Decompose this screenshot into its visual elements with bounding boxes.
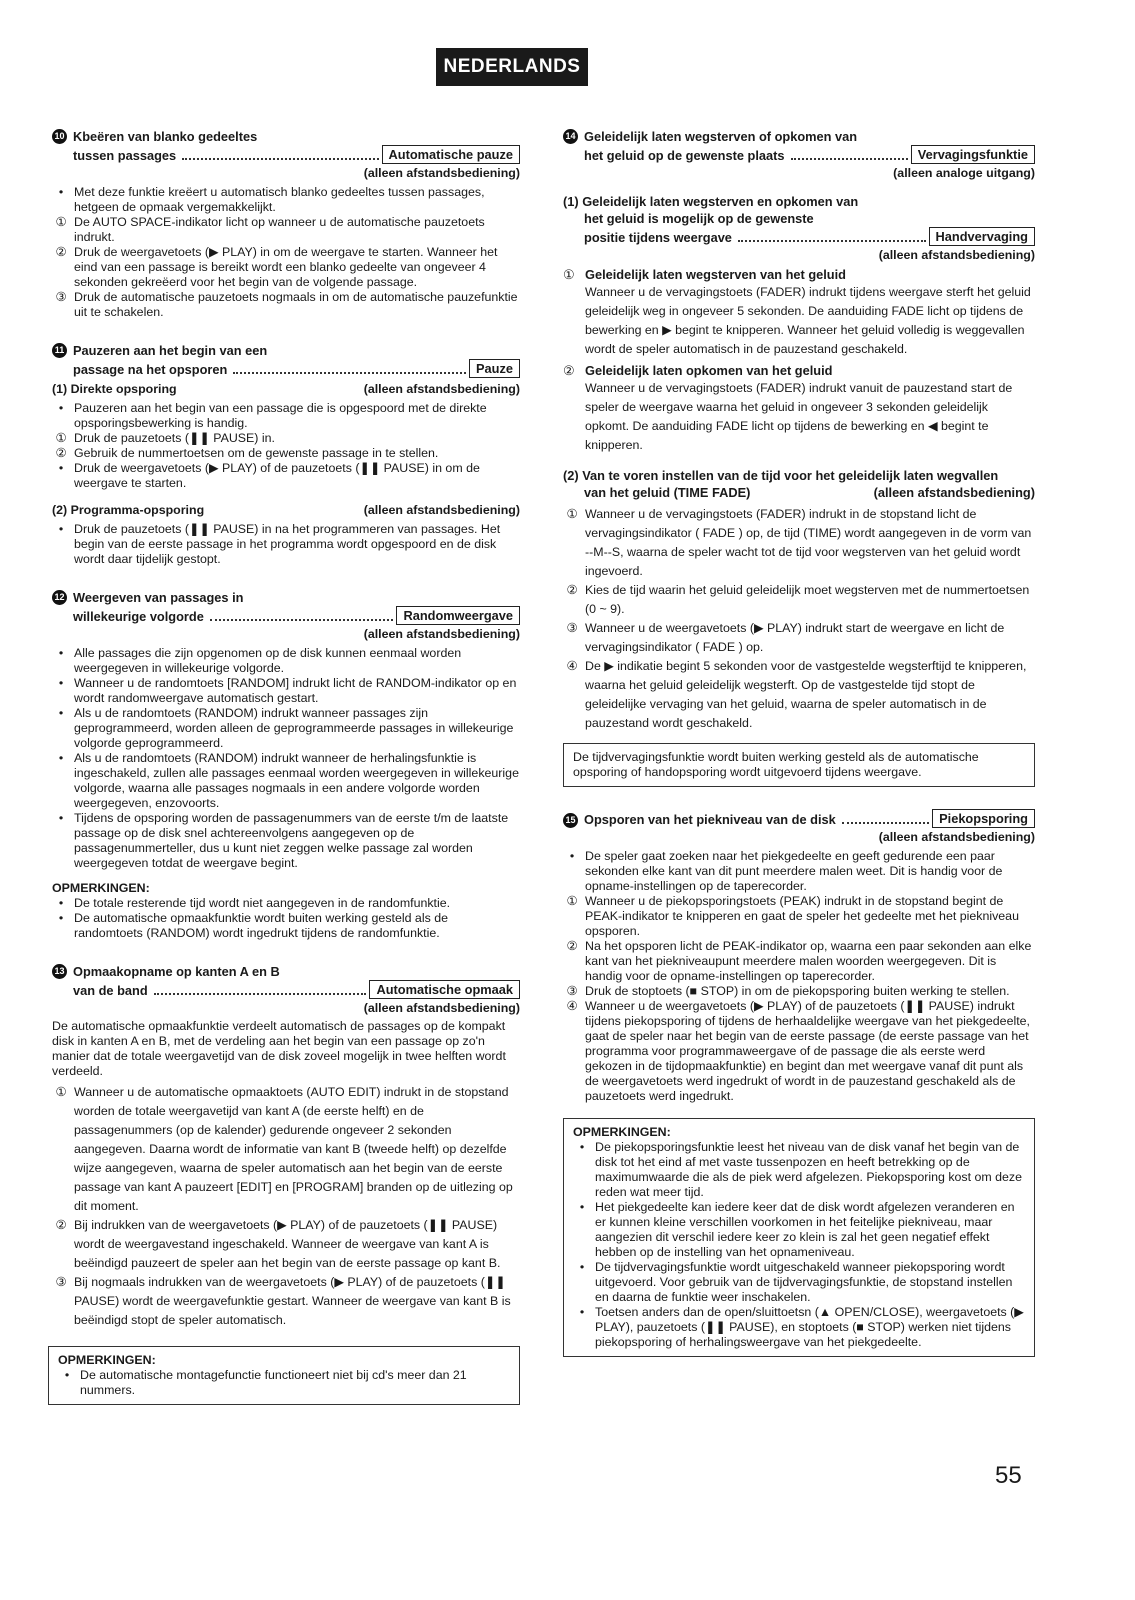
list-marker: ② (55, 245, 67, 259)
remote-only-label: (alleen afstandsbediening) (363, 166, 520, 180)
list-item (52, 676, 520, 706)
title-line-2-row (52, 980, 520, 999)
subsection-title: (2) Van te voren instellen van de tijd voor het geleidelijk laten wegvallen (563, 468, 999, 483)
bullet-list (52, 185, 520, 320)
list-text: Druk de pauzetoets (❚❚ PAUSE) in. (74, 431, 275, 445)
list-text: Druk de weergavetoets (▶ PLAY) in om de weergave te starten. Wanneer het eind van een passage is bereikt wordt een blanko gedeelte van ongeveer 4 sekonden gekreëerd voor het begin van de volgende passage. (74, 245, 498, 289)
list-item (52, 1273, 520, 1330)
list-text: De ▶ indikatie begint 5 sekonden voor de vastgestelde wegsterftijd te knipperen, waarna het geluid geleidelijk wegsterft. Op de vastgestelde tijd stopt de geleidelijke vervaging van het geluid, waarna de speler automatisch in de pauzestand wordt geschakeld. (585, 659, 1027, 730)
list-item (573, 1305, 1025, 1350)
section-number-badge: 12 (52, 590, 67, 605)
remote-only-label: (alleen afstandsbediening) (363, 627, 520, 641)
section-random-play (52, 589, 520, 941)
list-marker: • (58, 896, 64, 910)
bullet-list (52, 522, 520, 567)
list-marker: • (58, 706, 64, 720)
list-item (52, 431, 520, 446)
section-number-badge: 11 (52, 343, 67, 358)
list-item (563, 939, 1035, 984)
list-text: De piekopsporingsfunktie leest het niveau van de disk vanaf het begin van de disk tot het eind af met vaste tussenpozen en heeft betrekking op de maximumwaarde die als de piek werd afgelezen. Piekopsporing kost om deze reden wat meer tijd. (595, 1140, 1023, 1199)
remote-only-label: (alleen afstandsbediening) (878, 248, 1035, 262)
list-text: Het piekgedeelte kan iedere keer dat de disk wordt afgelezen veranderen en er kunnen kleine verschillen voorkomen in het feitelijke piekniveau, maar aangezien dit verschil iedere keer zo klein is zal het geen negatief effekt hebben op de instelling van het opnameniveau. (595, 1200, 1015, 1259)
leader-dots (233, 372, 466, 374)
notes-list (58, 1368, 510, 1398)
list-text: Kies de tijd waarin het geluid geleidelijk moet wegsterven met de nummertoetsen (0 ~ 9). (585, 583, 1030, 616)
section-auto-edit (52, 963, 520, 1405)
subsection-title-line-1 (563, 467, 1035, 484)
list-item (58, 1368, 510, 1398)
list-item (52, 911, 520, 941)
subsection-title-line-2 (563, 484, 1035, 501)
section-pause-at-start (52, 342, 520, 567)
title-line-1: Weergeven van passages in (73, 590, 244, 605)
bullet-list (52, 401, 520, 491)
title-line-2: passage na het opsporen (73, 362, 228, 377)
list-text: Bij nogmaals indrukken van de weergavetoets (▶ PLAY) of de pauzetoets (❚❚ PAUSE) wordt de weergavefunktie gestart. Wanneer de weergave van kant B is beëindigd stopt de speler automatisch. (74, 1275, 511, 1327)
list-item (563, 505, 1035, 581)
function-tag: Handvervaging (929, 227, 1035, 246)
list-item (52, 446, 520, 461)
bullet-list (52, 646, 520, 871)
section-number-badge: 14 (563, 129, 578, 144)
list-marker: • (58, 522, 64, 536)
title-line-2: tussen passages (73, 148, 177, 163)
subsection-title: het geluid is mogelijk op de gewenste (584, 211, 814, 226)
step-paragraph: Wanneer u de vervagingstoets (FADER) indrukt vanuit de pauzestand start de speler de weergave waarna het geluid in ongeveer 3 sekonden geleidelijk opkomt. De aanduiding FADE licht op tijdens de bewerking en ◀ begint te knipperen. (585, 381, 1013, 452)
language-tab: NEDERLANDS (436, 48, 588, 86)
list-item (563, 894, 1035, 939)
list-item (563, 619, 1035, 657)
list-item (52, 646, 520, 676)
notes-heading: OPMERKINGEN: (52, 881, 150, 895)
list-text: Wanneer u de automatische opmaaktoets (AUTO EDIT) indrukt in de stopstand worden de totale weergavetijd van kant A (de eerste helft) en de passagenummers (op de kalender) gedurende ongeveer 2 sekonden aangegeven. Daarna wordt de informatie van kant B (tweede helft) op dezelfde wijze aangegeven, waarna de speler automatisch aan het begin van de eerste passage van kant A pauzeert [EDIT] en [PROGRAM] branden op de uitlezing op dit moment. (74, 1085, 513, 1213)
section-peak-search (563, 809, 1035, 1357)
list-text: Toetsen anders dan de open/sluittoetsn (▲ OPEN/CLOSE), weergavetoets (▶ PLAY), pauzetoets (❚❚ PAUSE), en stoptoets (■ STOP) werken niet tijdens piekopsporing of herhalingsweergave van het piekgedeelte. (595, 1305, 1024, 1349)
step-title: Geleidelijk laten opkomen van het geluid (585, 363, 833, 378)
function-tag: Automatische opmaak (369, 980, 520, 999)
list-item (52, 811, 520, 871)
list-marker: • (58, 185, 64, 199)
section-title (52, 589, 520, 606)
page-number: 55 (995, 1462, 1022, 1489)
subsection-heading (52, 382, 520, 397)
list-item (52, 215, 520, 245)
list-item (573, 1140, 1025, 1200)
notes-list (52, 896, 520, 941)
list-item (52, 522, 520, 567)
list-text: Druk de pauzetoets (❚❚ PAUSE) in na het programmeren van passages. Het begin van de eerste passage in het programma wordt opgespoord en de disk wordt daar tijdelijk gestopt. (74, 522, 501, 566)
list-item (52, 461, 520, 491)
list-item (563, 581, 1035, 619)
list-text: Wanneer u de piekopsporingstoets (PEAK) indrukt in de stopstand begint de PEAK-indikator te knipperen en gaat de speler het gedeelte met het piekniveau opsporen. (585, 894, 1019, 938)
step-heading (563, 266, 1035, 283)
list-item (563, 657, 1035, 733)
list-item (573, 1200, 1025, 1260)
intro-paragraph: De automatische opmaakfunktie verdeelt automatisch de passages op de kompakt disk in kanten A en B, met de verdeling aan het begin van een passage op zo'n manier dat de totale weergavetijd van de disk zoveel mogelijk in twee helften wordt verdeeld. (52, 1019, 506, 1078)
list-marker: ③ (55, 1275, 67, 1289)
list-marker: • (579, 1305, 585, 1319)
list-marker: ③ (566, 984, 578, 998)
step-list (563, 849, 1035, 1104)
list-text: Als u de randomtoets (RANDOM) indrukt wanneer passages zijn geprogrammeerd, worden alleen de geprogrammeerde passages in willekeurige volgorde geprogrammeerd. (74, 706, 514, 750)
notes-list (573, 1140, 1025, 1350)
list-text: De tijdvervagingsfunktie wordt uitgeschakeld wanneer piekopsporing wordt uitgevoerd. Voor gebruik van de tijdvervagingsfunktie, de stopstand instellen en daarna de funktie weer inschakelen. (595, 1260, 1013, 1304)
list-marker: • (58, 646, 64, 660)
list-marker: • (579, 1200, 585, 1214)
subsection-title: positie tijdens weergave (584, 230, 732, 245)
list-marker: • (58, 676, 64, 690)
list-marker: ① (55, 431, 67, 445)
list-item (563, 849, 1035, 894)
step-heading (563, 362, 1035, 379)
subsection-heading (52, 503, 520, 518)
list-marker: ① (566, 507, 578, 521)
leader-dots (154, 993, 367, 995)
title-line-1: Geleidelijk laten wegsterven of opkomen van (584, 129, 858, 144)
list-text: Alle passages die zijn opgenomen op de disk kunnen eenmaal worden weergegeven in willekeurige volgorde. (74, 646, 462, 675)
list-text: De AUTO SPACE-indikator licht op wanneer u de automatische pauzetoets indrukt. (74, 215, 485, 244)
list-marker: ① (55, 1085, 67, 1099)
list-text: Tijdens de opsporing worden de passagenummers van de eerste t/m de laatste passage op de disk snel achtereenvolgens aangegeven op de passagenummerteller, dus u kunt niet zeggen welke passage zal worden weergegeven totdat de weergave begint. (74, 811, 509, 870)
list-text: Wanneer u de weergavetoets (▶ PLAY) of de pauzetoets (❚❚ PAUSE) indrukt tijdens piekopsporing of tijdens de herhaaldelijke weergave van het piekgedeelte, gaat de speler naar het begin van de eerste passage (de eerste passage van het programma voor programmaweergave of de passage die als eerste werd gekozen in de tijdopmaakfunktie) en begint dan met weergave vanaf dit punt als de weergavetoets werd ingedrukt of wordt in de pauzestand geschakeld als de pauzetoets werd ingedrukt. (585, 999, 1030, 1103)
list-text: Druk de weergavetoets (▶ PLAY) of de pauzetoets (❚❚ PAUSE) in om de weergave te starten. (74, 461, 480, 490)
subsection-title: (1) Direkte opsporing (52, 382, 177, 396)
list-marker: ② (566, 939, 578, 953)
list-marker: • (579, 1260, 585, 1274)
list-marker: • (58, 911, 64, 925)
list-item (52, 896, 520, 911)
step-marker: ① (563, 267, 575, 282)
remote-only-label: (alleen afstandsbediening) (363, 1001, 520, 1015)
list-item (573, 1260, 1025, 1305)
list-marker: ② (55, 446, 67, 460)
list-marker: ③ (566, 621, 578, 635)
list-marker: • (58, 751, 64, 765)
title-line-1: Opsporen van het piekniveau van de disk (584, 812, 836, 827)
list-marker: • (579, 1140, 585, 1154)
list-marker: ① (566, 894, 578, 908)
section-title (52, 963, 520, 980)
step-paragraph: Wanneer u de vervagingstoets (FADER) indrukt tijdens weergave sterft het geluid geleidelijk weg in ongeveer 5 sekonden. De aanduiding FADE licht op tijdens de bewerking en ▶ begint te knipperen. Wanneer het geluid volledig is weggevallen wordt de speler automatisch in de pauzestand geschakeld. (585, 285, 1031, 356)
section-number-badge: 15 (563, 813, 578, 828)
leader-dots (738, 240, 926, 242)
list-item (563, 984, 1035, 999)
list-marker: • (64, 1368, 70, 1382)
list-text: De automatische montagefunctie functioneert niet bij cd's meer dan 21 nummers. (80, 1368, 467, 1397)
remote-only-label: (alleen afstandsbediening) (363, 382, 520, 396)
list-item (563, 999, 1035, 1104)
right-column (563, 128, 1035, 1357)
notes-box (48, 1346, 520, 1405)
list-item (52, 290, 520, 320)
section-number-badge: 13 (52, 964, 67, 979)
list-text: De totale resterende tijd wordt niet aangegeven in de randomfunktie. (74, 896, 451, 910)
list-item (52, 706, 520, 751)
notes-heading: OPMERKINGEN: (573, 1125, 671, 1139)
subsection-title-line-3 (563, 227, 1035, 246)
list-text: De automatische opmaakfunktie wordt buiten werking gesteld als de randomtoets (RANDOM) wordt ingedrukt tijdens de randomfunktie. (74, 911, 448, 940)
function-tag: Automatische pauze (382, 145, 520, 164)
title-line-2-row (52, 606, 520, 625)
title-line-2-row (563, 145, 1035, 164)
list-item (52, 751, 520, 811)
note-text: De tijdvervagingsfunktie wordt buiten werking gesteld als de automatische opsporing of handopsporing wordt uitgevoerd tijdens weergave. (573, 750, 979, 779)
list-marker: ② (566, 583, 578, 597)
leader-dots (182, 158, 378, 160)
left-column (52, 128, 520, 1405)
section-title (563, 128, 1035, 145)
subsection-title: (2) Programma-opsporing (52, 503, 205, 517)
list-text: Na het opsporen licht de PEAK-indikator op, waarna een paar sekonden aan elke kant van het piekniveaupunt meerdere malen woorden weergegeven. Dit is handig voor de opname-instellingen op taperecorder. (585, 939, 1032, 983)
list-text: Gebruik de nummertoetsen om de gewenste passage in te stellen. (74, 446, 439, 460)
list-item (52, 185, 520, 215)
section-title (563, 809, 1035, 828)
section-title (52, 342, 520, 359)
function-tag: Vervagingsfunktie (911, 145, 1035, 164)
list-marker: ④ (566, 659, 578, 673)
title-line-2: willekeurige volgorde (73, 609, 204, 624)
list-marker: • (58, 811, 64, 825)
list-text: Druk de stoptoets (■ STOP) in om de piekopsporing buiten werking te stellen. (585, 984, 1010, 998)
subsection-title: van het geluid (TIME FADE) (584, 485, 751, 500)
leader-dots (210, 619, 394, 621)
step-marker: ② (563, 363, 575, 378)
list-marker: ① (55, 215, 67, 229)
title-line-1: Pauzeren aan het begin van een (73, 343, 268, 358)
title-line-2: het geluid op de gewenste plaats (584, 148, 785, 163)
remote-only-label: (alleen afstandsbediening) (878, 830, 1035, 844)
list-marker: ③ (55, 290, 67, 304)
section-fader (563, 128, 1035, 787)
title-line-1: Opmaakopname op kanten A en B (73, 964, 280, 979)
function-tag: Pauze (469, 359, 520, 378)
list-text: Wanneer u de vervagingstoets (FADER) indrukt in de stopstand licht de vervagingsindikator ( FADE ) op, de tijd (TIME) wordt aangegeven in de vorm van --M--S, waarna de speler wacht tot de tijd voor wegsterven van het geluid wordt ingevoerd. (585, 507, 1032, 578)
remote-only-label: (alleen afstandsbediening) (873, 485, 1035, 500)
list-item (52, 401, 520, 431)
list-item (52, 1216, 520, 1273)
list-marker: • (569, 849, 575, 863)
list-text: Wanneer u de weergavetoets (▶ PLAY) indrukt start de weergave en licht de vervagingsindikator ( FADE ) op. (585, 621, 1005, 654)
analog-only-label: (alleen analoge uitgang) (893, 166, 1035, 180)
step-list (52, 1083, 520, 1330)
list-text: Bij indrukken van de weergavetoets (▶ PLAY) of de pauzetoets (❚❚ PAUSE) wordt de weergavestand ingeschakeld. Wanneer de weergave van kant A is beëindigd pauzeert de speler aan het begin van de eerste passage op kant B. (74, 1218, 501, 1270)
section-number-badge: 10 (52, 129, 67, 144)
note-box (563, 743, 1035, 787)
leader-dots (791, 158, 908, 160)
list-text: Wanneer u de randomtoets [RANDOM] indrukt licht de RANDOM-indikator op en wordt randomweergave automatisch gestart. (74, 676, 517, 705)
step-title: Geleidelijk laten wegsterven van het geluid (585, 267, 846, 282)
title-line-2: van de band (73, 983, 148, 998)
step-list (563, 505, 1035, 733)
list-text: Met deze funktie kreëert u automatisch blanko gedeeltes tussen passages, hetgeen de opmaak vergemakkelijkt. (74, 185, 485, 214)
function-tag: Randomweergave (396, 606, 520, 625)
leader-dots (842, 822, 929, 824)
list-marker: • (58, 401, 64, 415)
section-title (52, 128, 520, 145)
title-line-2-row (52, 359, 520, 378)
list-marker: ② (55, 1218, 67, 1232)
subsection-title: (1) Geleidelijk laten wegsterven en opkomen van (563, 194, 859, 209)
notes-box (563, 1118, 1035, 1357)
subsection-title-line-2 (563, 210, 1035, 227)
subsection-title-line-1 (563, 193, 1035, 210)
list-text: Druk de automatische pauzetoets nogmaals in om de automatische pauzefunktie uit te schakelen. (74, 290, 518, 319)
list-item (52, 1083, 520, 1216)
title-line-2-row (52, 145, 520, 164)
list-text: Pauzeren aan het begin van een passage die is opgespoord met de direkte opsporingsbewerking is handig. (74, 401, 487, 430)
list-text: Als u de randomtoets (RANDOM) indrukt wanneer de herhalingsfunktie is ingeschakeld, zullen alle passages eenmaal worden weergegeven in willekeurige volgorde, waarna alle passages nogmaals in een andere volgorde worden weergegeven, enzovoorts. (74, 751, 519, 810)
section-auto-pause (52, 128, 520, 320)
title-line-1: Kbeëren van blanko gedeeltes (73, 129, 258, 144)
list-text: De speler gaat zoeken naar het piekgedeelte en geeft gedurende een paar sekonden elke kant van dit punt meerdere malen weet. Dit is handig voor de opname-instellingen op de taperecorder. (585, 849, 1003, 893)
list-marker: ④ (566, 999, 578, 1013)
list-item (52, 245, 520, 290)
notes-heading: OPMERKINGEN: (58, 1353, 156, 1367)
function-tag: Piekopsporing (932, 809, 1035, 828)
list-marker: • (58, 461, 64, 475)
remote-only-label: (alleen afstandsbediening) (363, 503, 520, 517)
